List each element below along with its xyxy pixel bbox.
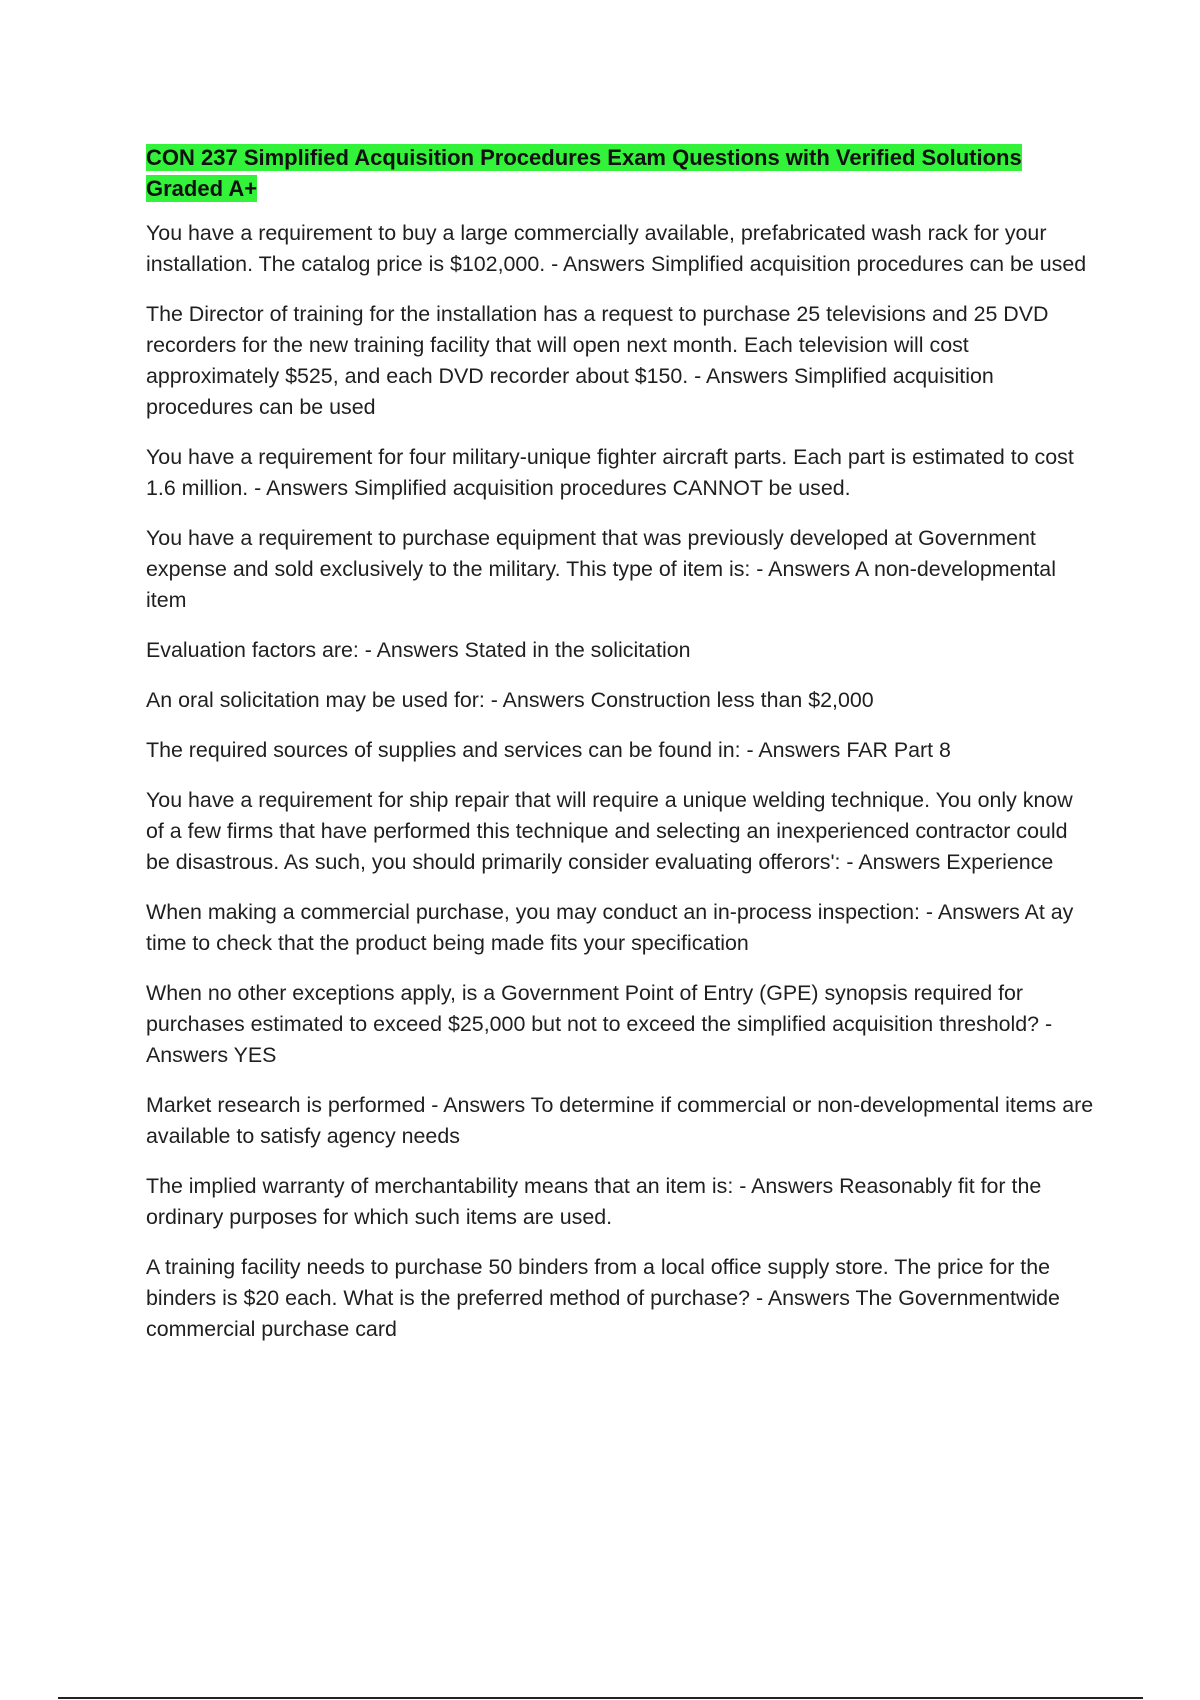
qa-list xyxy=(146,218,1096,1345)
qa-item: The Director of training for the installation has a request to purchase 25 televisions and 25 DVD recorders for the new training facility that will open next month. Each television will cost approximately $525, and each DVD recorder about $150. - Answers Simplified acquisition procedures can be used xyxy=(146,302,1049,419)
qa-item: You have a requirement for four military-unique fighter aircraft parts. Each part is estimated to cost 1.6 million. - Answers Simplified acquisition procedures CANNOT be used. xyxy=(146,445,1074,500)
qa-item: The implied warranty of merchantability means that an item is: - Answers Reasonably fit for the ordinary purposes for which such items are used. xyxy=(146,1174,1042,1229)
qa-item: A training facility needs to purchase 50 binders from a local office supply store. The price for the binders is $20 each. What is the preferred method of purchase? - Answers The Governmentwide commercial purchase card xyxy=(146,1255,1060,1341)
qa-item: Market research is performed - Answers To determine if commercial or non-developmental items are available to satisfy agency needs xyxy=(146,1093,1094,1148)
page-bottom-divider xyxy=(58,1697,1143,1699)
qa-item: You have a requirement for ship repair that will require a unique welding technique. You only know of a few firms that have performed this technique and selecting an inexperienced contractor could be disastrous. As such, you should primarily consider evaluating offerors': - Answers Experience xyxy=(146,788,1073,874)
qa-item: When making a commercial purchase, you may conduct an in-process inspection: - Answers At ay time to check that the product being made fits your specification xyxy=(146,900,1074,955)
qa-item: Evaluation factors are: - Answers Stated in the solicitation xyxy=(146,638,691,662)
qa-item: You have a requirement to buy a large commercially available, prefabricated wash rack for your installation. The catalog price is $102,000. - Answers Simplified acquisition procedures can be used xyxy=(146,221,1087,276)
document-page xyxy=(146,142,1096,1364)
qa-item: The required sources of supplies and services can be found in: - Answers FAR Part 8 xyxy=(146,738,951,762)
document-title xyxy=(146,142,1096,204)
qa-item: When no other exceptions apply, is a Government Point of Entry (GPE) synopsis required for purchases estimated to exceed $25,000 but not to exceed the simplified acquisition threshold? - Answers YES xyxy=(146,981,1053,1067)
qa-item: An oral solicitation may be used for: - Answers Construction less than $2,000 xyxy=(146,688,874,712)
document-title-text: CON 237 Simplified Acquisition Procedures Exam Questions with Verified Solutions Graded A+ xyxy=(146,145,1022,201)
qa-item: You have a requirement to purchase equipment that was previously developed at Government expense and sold exclusively to the military. This type of item is: - Answers A non-developmental item xyxy=(146,526,1056,612)
